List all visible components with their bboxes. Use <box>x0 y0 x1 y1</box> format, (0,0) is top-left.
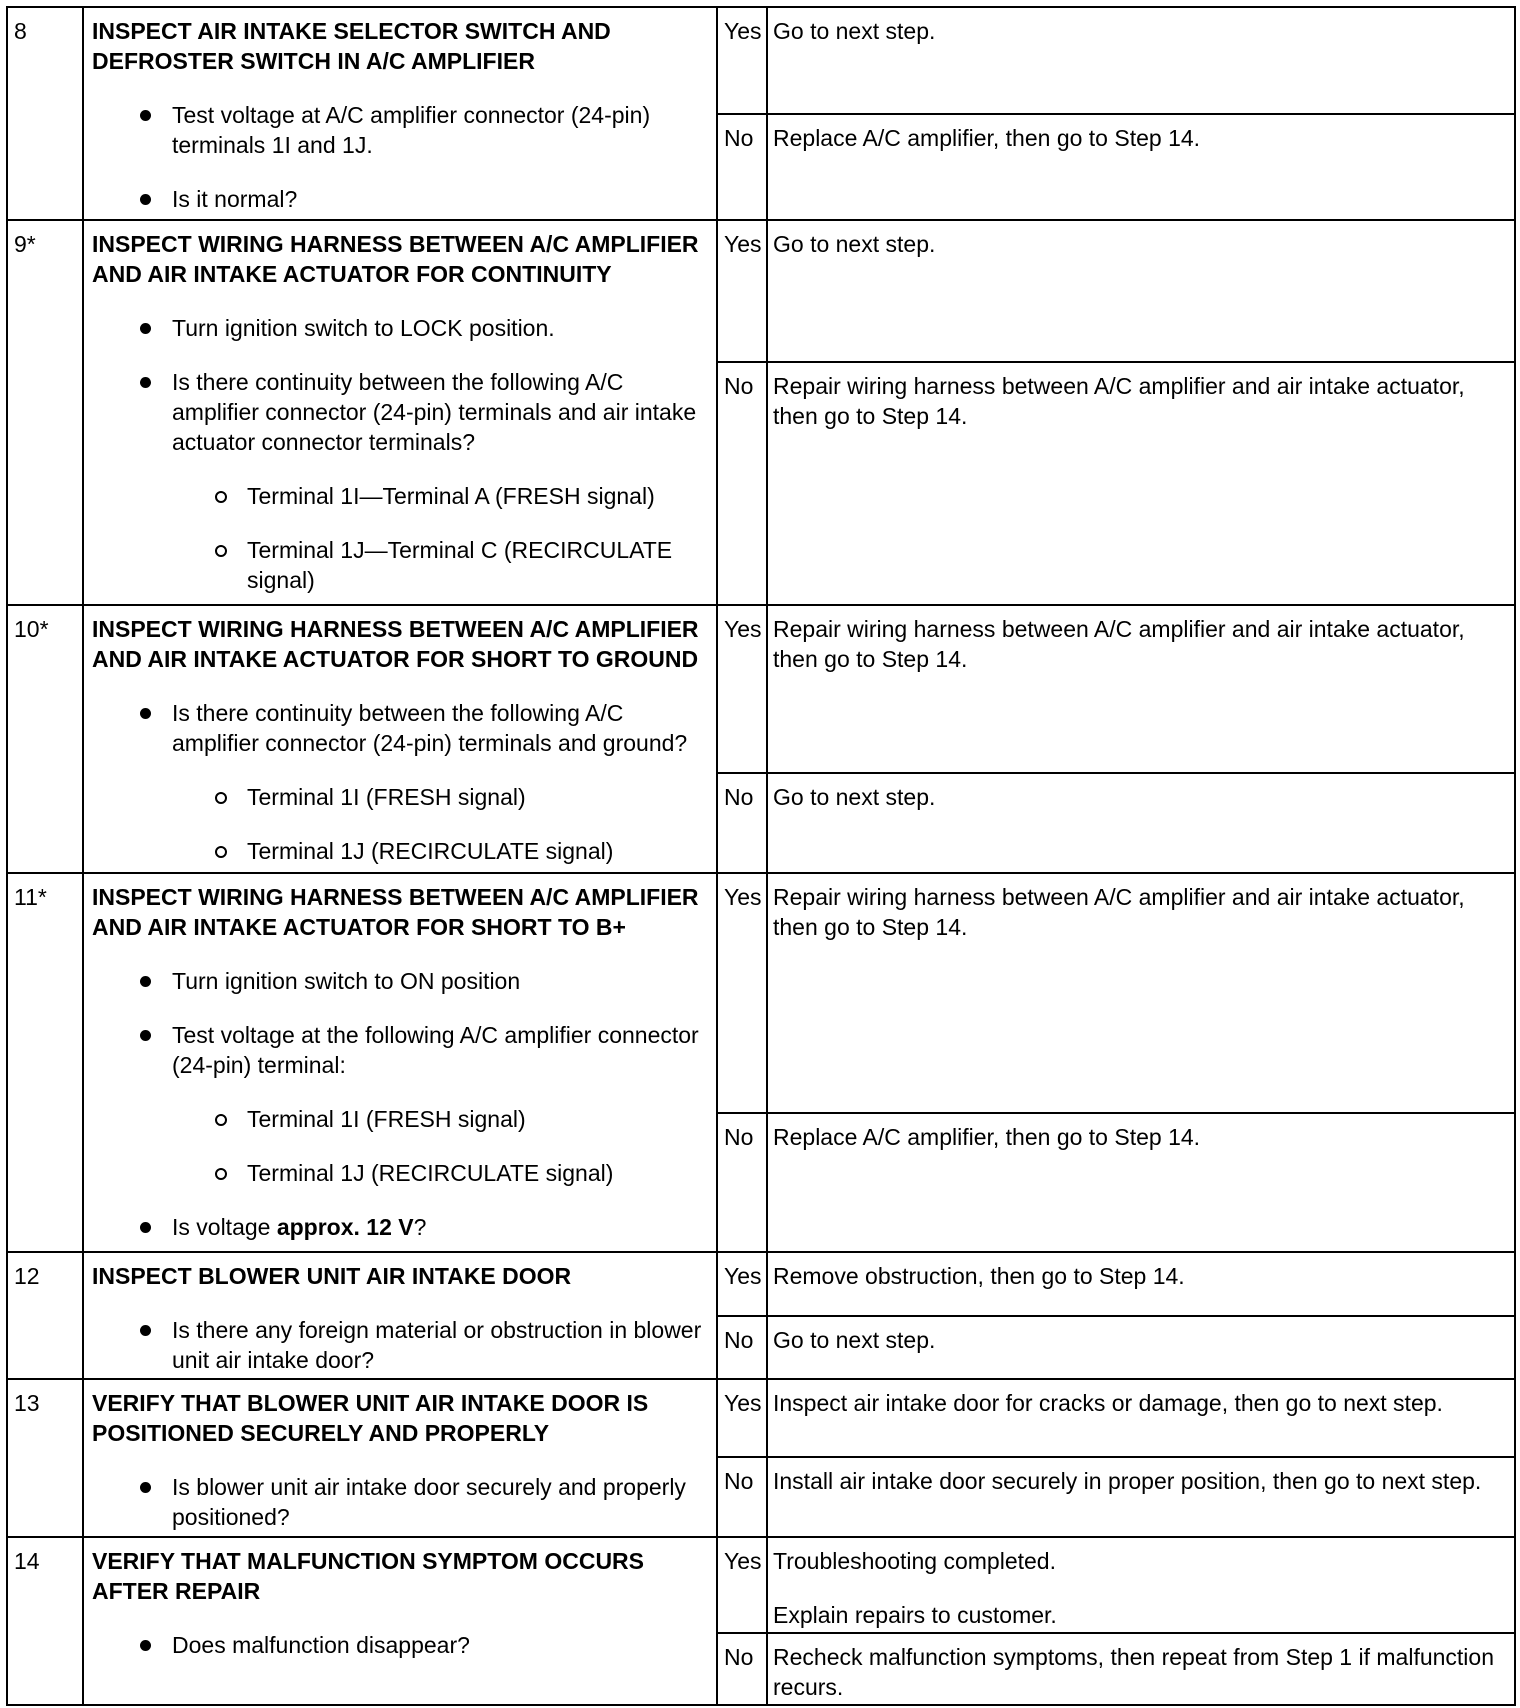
step-instructions <box>83 1537 717 1705</box>
action-text: Go to next step. <box>773 1326 936 1353</box>
step-heading: INSPECT WIRING HARNESS BETWEEN A/C AMPLIFIER AND AIR INTAKE ACTUATOR FOR SHORT TO GROUND <box>92 616 699 673</box>
no-label: No <box>717 1113 767 1253</box>
yes-label: Yes <box>717 1537 767 1633</box>
step-row <box>7 605 1515 773</box>
step-row <box>7 1537 1515 1633</box>
step-heading: INSPECT BLOWER UNIT AIR INTAKE DOOR <box>92 1263 572 1290</box>
sub-item: Terminal 1I—Terminal A (FRESH signal) <box>92 481 708 511</box>
no-label: No <box>717 362 767 605</box>
no-action <box>767 773 1515 873</box>
step-number: 14 <box>7 1537 83 1705</box>
step-row <box>7 7 1515 114</box>
action-text: Remove obstruction, then go to Step 14. <box>773 1263 1185 1290</box>
step-instructions <box>83 605 717 873</box>
step-instructions <box>83 873 717 1252</box>
no-action <box>767 1457 1515 1537</box>
no-action <box>767 1316 1515 1379</box>
no-label: No <box>717 1633 767 1705</box>
troubleshooting-table <box>6 6 1516 1706</box>
bullet-item: Is there continuity between the following A/C amplifier connector (24-pin) terminals and ground? <box>92 698 708 758</box>
no-action <box>767 114 1515 221</box>
no-action <box>767 1633 1515 1705</box>
action-text: Repair wiring harness between A/C amplifier and air intake actuator, then go to Step 14. <box>773 373 1465 430</box>
action-text: Troubleshooting completed. <box>773 1547 1056 1574</box>
bullet-item <box>92 1212 708 1242</box>
sub-item: Terminal 1J (RECIRCULATE signal) <box>92 1158 708 1188</box>
no-label: No <box>717 1457 767 1537</box>
sub-item: Terminal 1I (FRESH signal) <box>92 782 708 812</box>
yes-label: Yes <box>717 1252 767 1315</box>
yes-label: Yes <box>717 605 767 773</box>
step-number: 11* <box>7 873 83 1252</box>
action-text: Replace A/C amplifier, then go to Step 14. <box>773 1123 1201 1150</box>
step-number: 9* <box>7 220 83 605</box>
no-action <box>767 362 1515 605</box>
yes-action <box>767 1379 1515 1457</box>
bullet-item: Test voltage at the following A/C amplifier connector (24-pin) terminal: <box>92 1020 708 1080</box>
action-text: Go to next step. <box>773 18 936 44</box>
no-action <box>767 1113 1515 1253</box>
action-text: Explain repairs to customer. <box>773 1601 1057 1628</box>
troubleshooting-document <box>6 6 1514 1706</box>
bullet-item: Turn ignition switch to LOCK position. <box>92 313 708 343</box>
yes-action <box>767 7 1515 114</box>
step-row <box>7 1379 1515 1457</box>
yes-label: Yes <box>717 873 767 1112</box>
action-text: Inspect air intake door for cracks or damage, then go to next step. <box>773 1390 1443 1417</box>
sub-item: Terminal 1J (RECIRCULATE signal) <box>92 836 708 866</box>
no-label: No <box>717 114 767 221</box>
bullet-item: Turn ignition switch to ON position <box>92 966 708 996</box>
step-row <box>7 873 1515 1112</box>
yes-action <box>767 605 1515 773</box>
item-text: Is voltage <box>172 1214 277 1241</box>
no-label: No <box>717 1316 767 1379</box>
item-value: approx. 12 V <box>276 1214 414 1241</box>
yes-action <box>767 1252 1515 1315</box>
step-number: 13 <box>7 1379 83 1537</box>
sub-item: Terminal 1I (FRESH signal) <box>92 1104 708 1134</box>
yes-label: Yes <box>717 220 767 362</box>
yes-action <box>767 220 1515 362</box>
action-text: Go to next step. <box>773 231 936 257</box>
step-row <box>7 1252 1515 1315</box>
step-heading: VERIFY THAT MALFUNCTION SYMPTOM OCCURS AFTER REPAIR <box>92 1547 644 1604</box>
step-number: 12 <box>7 1252 83 1379</box>
step-heading: INSPECT WIRING HARNESS BETWEEN A/C AMPLIFIER AND AIR INTAKE ACTUATOR FOR SHORT TO B+ <box>92 884 699 941</box>
bullet-item: Test voltage at A/C amplifier connector (24-pin) terminals 1I and 1J. <box>92 100 708 160</box>
sub-item: Terminal 1J—Terminal C (RECIRCULATE signal) <box>92 535 708 595</box>
step-instructions <box>83 1379 717 1537</box>
yes-action <box>767 873 1515 1112</box>
step-instructions <box>83 220 717 605</box>
bullet-item: Is blower unit air intake door securely and properly positioned? <box>92 1472 708 1532</box>
yes-label: Yes <box>717 7 767 114</box>
action-text: Replace A/C amplifier, then go to Step 14. <box>773 124 1201 151</box>
action-text: Install air intake door securely in proper position, then go to next step. <box>773 1468 1482 1494</box>
step-heading: INSPECT WIRING HARNESS BETWEEN A/C AMPLIFIER AND AIR INTAKE ACTUATOR FOR CONTINUITY <box>92 231 699 287</box>
step-number: 10* <box>7 605 83 873</box>
bullet-item: Is there any foreign material or obstruction in blower unit air intake door? <box>92 1315 708 1375</box>
action-text: Repair wiring harness between A/C amplifier and air intake actuator, then go to Step 14. <box>773 884 1465 941</box>
action-text: Go to next step. <box>773 784 936 811</box>
step-row <box>7 220 1515 362</box>
yes-label: Yes <box>717 1379 767 1457</box>
step-number: 8 <box>7 7 83 220</box>
step-heading: VERIFY THAT BLOWER UNIT AIR INTAKE DOOR IS POSITIONED SECURELY AND PROPERLY <box>92 1390 649 1447</box>
yes-action <box>767 1537 1515 1633</box>
step-instructions <box>83 7 717 220</box>
bullet-item: Is it normal? <box>92 184 708 214</box>
action-text: Recheck malfunction symptoms, then repeat from Step 1 if malfunction recurs. <box>773 1644 1494 1701</box>
no-label: No <box>717 773 767 873</box>
bullet-item: Does malfunction disappear? <box>92 1630 708 1660</box>
item-suffix: ? <box>413 1214 427 1241</box>
step-heading: INSPECT AIR INTAKE SELECTOR SWITCH AND DEFROSTER SWITCH IN A/C AMPLIFIER <box>92 18 611 74</box>
action-text: Repair wiring harness between A/C amplifier and air intake actuator, then go to Step 14. <box>773 616 1465 673</box>
step-instructions <box>83 1252 717 1379</box>
bullet-item: Is there continuity between the following A/C amplifier connector (24-pin) terminals and air intake actuator connector terminals? <box>92 367 708 457</box>
